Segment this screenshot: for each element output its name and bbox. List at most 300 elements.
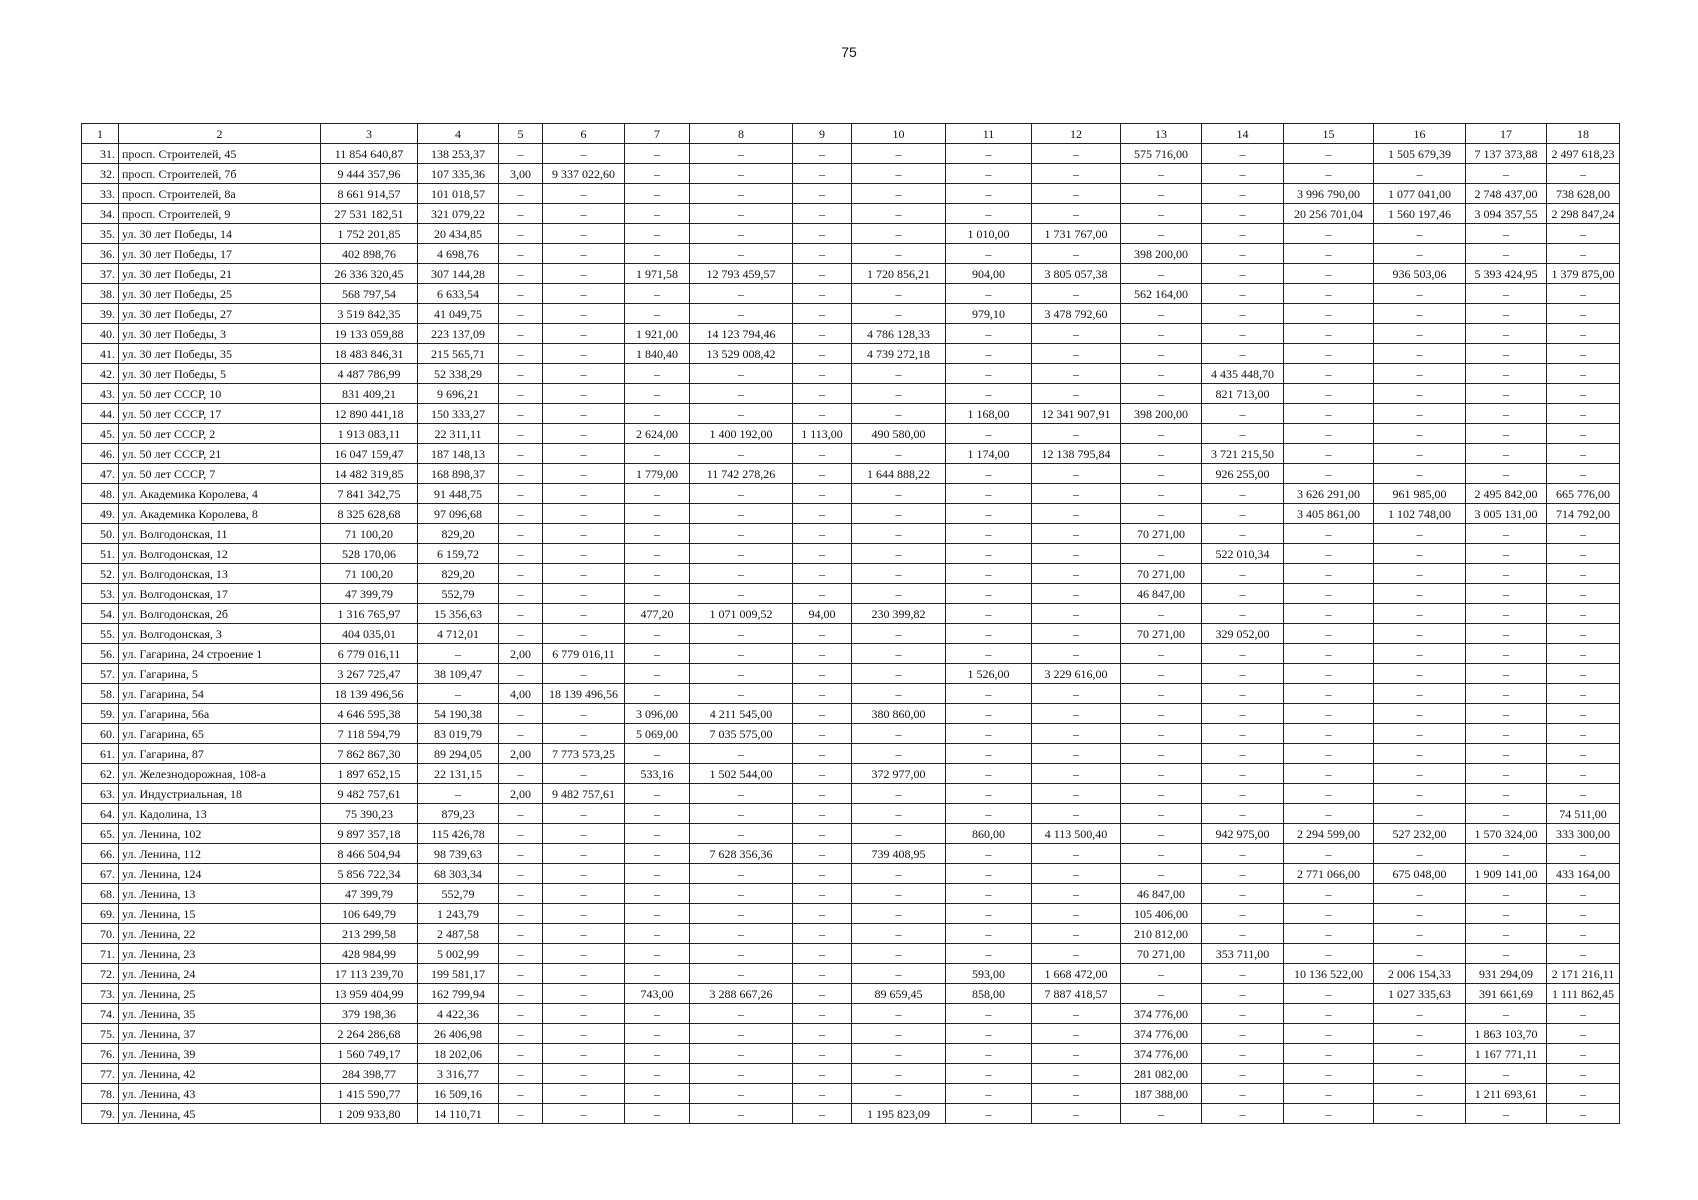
address-cell: ул. Ленина, 22 (119, 924, 321, 944)
value-cell: – (1284, 264, 1374, 284)
value-cell: – (793, 844, 852, 864)
value-cell: 70 271,00 (1121, 624, 1202, 644)
value-cell: – (543, 724, 625, 744)
value-cell: – (499, 604, 543, 624)
value-cell: – (625, 164, 690, 184)
value-cell: – (1547, 1044, 1620, 1064)
value-cell: – (793, 1104, 852, 1124)
value-cell: – (1121, 484, 1202, 504)
address-cell: ул. Ленина, 42 (119, 1064, 321, 1084)
value-cell: 26 406,98 (418, 1024, 499, 1044)
row-number-cell: 65. (82, 824, 119, 844)
value-cell: – (793, 864, 852, 884)
value-cell: – (1121, 604, 1202, 624)
value-cell: – (1284, 644, 1374, 664)
value-cell: – (1032, 624, 1121, 644)
table-row (82, 444, 1620, 464)
column-header-11: 11 (946, 124, 1032, 144)
value-cell: – (543, 704, 625, 724)
row-number-cell: 61. (82, 744, 119, 764)
value-cell: – (1547, 784, 1620, 804)
value-cell: – (1121, 784, 1202, 804)
value-cell: 94,00 (793, 604, 852, 624)
value-cell: – (543, 424, 625, 444)
value-cell: – (1374, 844, 1466, 864)
value-cell: – (1202, 1104, 1284, 1124)
value-cell: – (852, 1044, 946, 1064)
address-cell: ул. Гагарина, 87 (119, 744, 321, 764)
row-number-cell: 71. (82, 944, 119, 964)
value-cell: – (1032, 884, 1121, 904)
value-cell: – (1374, 244, 1466, 264)
value-cell: – (946, 1084, 1032, 1104)
value-cell: 3 316,77 (418, 1064, 499, 1084)
value-cell: – (1121, 724, 1202, 744)
value-cell: – (946, 1004, 1032, 1024)
value-cell: – (852, 624, 946, 644)
value-cell: – (1374, 364, 1466, 384)
value-cell: 75 390,23 (321, 804, 418, 824)
value-cell: – (625, 404, 690, 424)
value-cell: – (1032, 484, 1121, 504)
value-cell: – (1284, 704, 1374, 724)
value-cell: – (946, 144, 1032, 164)
value-cell: 1 379 875,00 (1547, 264, 1620, 284)
value-cell: – (946, 1024, 1032, 1044)
value-cell: 391 661,69 (1466, 984, 1547, 1004)
value-cell: 3 096,00 (625, 704, 690, 724)
value-cell: – (946, 804, 1032, 824)
address-cell: ул. Гагарина, 65 (119, 724, 321, 744)
value-cell: – (499, 184, 543, 204)
value-cell: – (1547, 164, 1620, 184)
value-cell: 1 526,00 (946, 664, 1032, 684)
value-cell: – (625, 924, 690, 944)
value-cell: – (1374, 704, 1466, 724)
value-cell: – (1202, 584, 1284, 604)
value-cell: 9 482 757,61 (321, 784, 418, 804)
value-cell: 402 898,76 (321, 244, 418, 264)
value-cell: 2 487,58 (418, 924, 499, 944)
table-row (82, 224, 1620, 244)
value-cell: 6 779 016,11 (543, 644, 625, 664)
value-cell: 12 890 441,18 (321, 404, 418, 424)
value-cell: 3 094 357,55 (1466, 204, 1547, 224)
value-cell: 150 333,27 (418, 404, 499, 424)
address-cell: ул. Ленина, 124 (119, 864, 321, 884)
value-cell: – (1032, 1064, 1121, 1084)
value-cell: – (625, 564, 690, 584)
value-cell: – (690, 904, 793, 924)
address-cell: ул. Гагарина, 56а (119, 704, 321, 724)
value-cell: 22 311,11 (418, 424, 499, 444)
value-cell: – (852, 1024, 946, 1044)
value-cell: – (1202, 144, 1284, 164)
table-row (82, 1024, 1620, 1044)
value-cell: 858,00 (946, 984, 1032, 1004)
value-cell: – (1374, 884, 1466, 904)
value-cell: 1 570 324,00 (1466, 824, 1547, 844)
value-cell: – (625, 184, 690, 204)
value-cell: – (1032, 864, 1121, 884)
value-cell: – (690, 184, 793, 204)
value-cell: – (793, 524, 852, 544)
value-cell: 738 628,00 (1547, 184, 1620, 204)
column-header-3: 3 (321, 124, 418, 144)
value-cell: – (793, 704, 852, 724)
value-cell: 979,10 (946, 304, 1032, 324)
row-number-cell: 43. (82, 384, 119, 404)
value-cell: – (852, 184, 946, 204)
value-cell: – (1202, 484, 1284, 504)
value-cell: – (543, 984, 625, 1004)
value-cell: – (418, 684, 499, 704)
address-cell: ул. 50 лет СССР, 17 (119, 404, 321, 424)
value-cell: 9 696,21 (418, 384, 499, 404)
value-cell: – (690, 224, 793, 244)
value-cell: – (1284, 384, 1374, 404)
value-cell: – (543, 964, 625, 984)
row-number-cell: 31. (82, 144, 119, 164)
value-cell: – (1547, 1104, 1620, 1124)
value-cell: – (852, 864, 946, 884)
address-cell: ул. Волгодонская, 11 (119, 524, 321, 544)
value-cell: – (690, 964, 793, 984)
row-number-cell: 37. (82, 264, 119, 284)
value-cell: – (1202, 804, 1284, 824)
value-cell: – (543, 204, 625, 224)
value-cell: 12 138 795,84 (1032, 444, 1121, 464)
value-cell: 552,79 (418, 584, 499, 604)
value-cell: – (1032, 244, 1121, 264)
value-cell: – (690, 504, 793, 524)
value-cell: 8 661 914,57 (321, 184, 418, 204)
value-cell: – (543, 304, 625, 324)
value-cell: – (1466, 164, 1547, 184)
value-cell: – (625, 824, 690, 844)
value-cell: – (1466, 384, 1547, 404)
value-cell: 528 170,06 (321, 544, 418, 564)
value-cell: – (1547, 564, 1620, 584)
value-cell: – (1202, 964, 1284, 984)
value-cell: – (793, 204, 852, 224)
value-cell: 1 560 197,46 (1374, 204, 1466, 224)
value-cell: – (1032, 324, 1121, 344)
value-cell: – (625, 584, 690, 604)
value-cell: – (1547, 524, 1620, 544)
column-header-1: 1 (82, 124, 119, 144)
value-cell: – (1284, 284, 1374, 304)
value-cell: – (1466, 404, 1547, 424)
table-row (82, 244, 1620, 264)
value-cell: 71 100,20 (321, 524, 418, 544)
value-cell: 7 035 575,00 (690, 724, 793, 744)
value-cell: – (1547, 1084, 1620, 1104)
value-cell: 2 748 437,00 (1466, 184, 1547, 204)
value-cell: – (946, 584, 1032, 604)
value-cell: – (543, 524, 625, 544)
address-cell: ул. 30 лет Победы, 5 (119, 364, 321, 384)
value-cell: – (690, 144, 793, 164)
value-cell: – (1284, 764, 1374, 784)
value-cell: – (852, 664, 946, 684)
value-cell: – (793, 404, 852, 424)
table-row (82, 684, 1620, 704)
value-cell: – (543, 604, 625, 624)
value-cell: – (793, 964, 852, 984)
value-cell: – (1202, 164, 1284, 184)
value-cell: – (1284, 984, 1374, 1004)
value-cell: – (625, 784, 690, 804)
value-cell: 18 139 496,56 (543, 684, 625, 704)
value-cell: – (690, 864, 793, 884)
value-cell: – (946, 524, 1032, 544)
row-number-cell: 35. (82, 224, 119, 244)
address-cell: ул. Волгодонская, 13 (119, 564, 321, 584)
value-cell: – (1374, 464, 1466, 484)
value-cell: – (1284, 344, 1374, 364)
value-cell: – (946, 684, 1032, 704)
value-cell: – (1284, 944, 1374, 964)
value-cell: – (499, 504, 543, 524)
value-cell: – (946, 424, 1032, 444)
value-cell: – (625, 444, 690, 464)
value-cell: – (852, 284, 946, 304)
value-cell: – (1121, 224, 1202, 244)
table-row (82, 304, 1620, 324)
value-cell: 3 721 215,50 (1202, 444, 1284, 464)
row-number-cell: 42. (82, 364, 119, 384)
value-cell: – (1202, 344, 1284, 364)
value-cell: 138 253,37 (418, 144, 499, 164)
value-cell: – (1466, 424, 1547, 444)
value-cell: 89 659,45 (852, 984, 946, 1004)
value-cell: – (1374, 664, 1466, 684)
value-cell: – (499, 264, 543, 284)
value-cell: 379 198,36 (321, 1004, 418, 1024)
value-cell: – (1466, 804, 1547, 824)
value-cell: 1 195 823,09 (852, 1104, 946, 1124)
value-cell: – (1374, 1084, 1466, 1104)
value-cell: – (1284, 844, 1374, 864)
value-cell: – (625, 1024, 690, 1044)
value-cell: 4 113 500,40 (1032, 824, 1121, 844)
value-cell: 1 731 767,00 (1032, 224, 1121, 244)
value-cell: – (690, 384, 793, 404)
value-cell: 1 779,00 (625, 464, 690, 484)
value-cell: – (690, 824, 793, 844)
value-cell: 89 294,05 (418, 744, 499, 764)
value-cell: – (852, 164, 946, 184)
value-cell: 1 167 771,11 (1466, 1044, 1547, 1064)
value-cell: – (499, 1064, 543, 1084)
value-cell: – (852, 904, 946, 924)
value-cell: 12 341 907,91 (1032, 404, 1121, 424)
value-cell: 4 712,01 (418, 624, 499, 644)
value-cell: – (543, 364, 625, 384)
value-cell: – (946, 244, 1032, 264)
value-cell: – (543, 384, 625, 404)
address-cell: ул. Кадолина, 13 (119, 804, 321, 824)
value-cell: 3 805 057,38 (1032, 264, 1121, 284)
value-cell: – (946, 1044, 1032, 1064)
value-cell: – (852, 924, 946, 944)
row-number-cell: 56. (82, 644, 119, 664)
row-number-cell: 74. (82, 1004, 119, 1024)
value-cell: 2 495 842,00 (1466, 484, 1547, 504)
value-cell: – (625, 964, 690, 984)
table-row (82, 384, 1620, 404)
value-cell: – (1121, 424, 1202, 444)
value-cell: – (625, 1004, 690, 1024)
value-cell: 593,00 (946, 964, 1032, 984)
value-cell: 14 123 794,46 (690, 324, 793, 344)
value-cell: 52 338,29 (418, 364, 499, 384)
value-cell: 7 118 594,79 (321, 724, 418, 744)
value-cell: – (1032, 144, 1121, 164)
value-cell: 7 887 418,57 (1032, 984, 1121, 1004)
value-cell: – (1121, 464, 1202, 484)
value-cell: 15 356,63 (418, 604, 499, 624)
value-cell: – (1284, 1044, 1374, 1064)
value-cell: 9 444 357,96 (321, 164, 418, 184)
value-cell: – (1466, 1104, 1547, 1124)
value-cell: – (1121, 544, 1202, 564)
value-cell: 7 137 373,88 (1466, 144, 1547, 164)
value-cell: – (625, 864, 690, 884)
value-cell: – (1032, 724, 1121, 744)
value-cell: – (690, 404, 793, 424)
value-cell: – (1374, 384, 1466, 404)
value-cell: – (1547, 684, 1620, 704)
column-header-2: 2 (119, 124, 321, 144)
address-cell: ул. 30 лет Победы, 27 (119, 304, 321, 324)
row-number-cell: 73. (82, 984, 119, 1004)
value-cell: – (946, 624, 1032, 644)
value-cell: – (1466, 344, 1547, 364)
value-cell: – (625, 1104, 690, 1124)
value-cell: – (543, 924, 625, 944)
address-cell: ул. Волгодонская, 12 (119, 544, 321, 564)
value-cell: – (1284, 404, 1374, 424)
value-cell: – (499, 1024, 543, 1044)
value-cell: – (499, 884, 543, 904)
value-cell: – (1374, 524, 1466, 544)
value-cell: – (946, 704, 1032, 724)
page-number: 75 (841, 44, 857, 60)
value-cell: – (1121, 184, 1202, 204)
value-cell: – (793, 144, 852, 164)
value-cell: – (1202, 924, 1284, 944)
table-row (82, 184, 1620, 204)
value-cell: 1 168,00 (946, 404, 1032, 424)
value-cell: – (499, 984, 543, 1004)
value-cell: – (793, 504, 852, 524)
value-cell: 26 336 320,45 (321, 264, 418, 284)
value-cell: – (499, 444, 543, 464)
value-cell: – (1284, 724, 1374, 744)
value-cell: – (499, 704, 543, 724)
value-cell: – (793, 944, 852, 964)
value-cell: – (499, 1044, 543, 1064)
value-cell: 5 393 424,95 (1466, 264, 1547, 284)
value-cell: 210 812,00 (1121, 924, 1202, 944)
value-cell: – (499, 824, 543, 844)
value-cell: – (1466, 1064, 1547, 1084)
value-cell: 5 856 722,34 (321, 864, 418, 884)
value-cell: – (543, 844, 625, 864)
value-cell: 6 159,72 (418, 544, 499, 564)
value-cell: – (1202, 424, 1284, 444)
value-cell: – (1284, 784, 1374, 804)
row-number-cell: 40. (82, 324, 119, 344)
value-cell: 1 560 749,17 (321, 1044, 418, 1064)
table-row (82, 884, 1620, 904)
value-cell: – (625, 644, 690, 664)
address-cell: ул. Волгодонская, 2б (119, 604, 321, 624)
value-cell: – (946, 744, 1032, 764)
value-cell: – (499, 724, 543, 744)
table-row (82, 344, 1620, 364)
value-cell: – (1032, 1024, 1121, 1044)
table-row (82, 144, 1620, 164)
table-row (82, 1044, 1620, 1064)
address-cell: ул. Гагарина, 54 (119, 684, 321, 704)
row-number-cell: 79. (82, 1104, 119, 1124)
value-cell: – (1547, 724, 1620, 744)
value-cell: 70 271,00 (1121, 524, 1202, 544)
value-cell: – (852, 944, 946, 964)
value-cell: – (793, 184, 852, 204)
address-cell: ул. 30 лет Победы, 35 (119, 344, 321, 364)
value-cell: – (1547, 324, 1620, 344)
value-cell: 6 633,54 (418, 284, 499, 304)
value-cell: – (793, 684, 852, 704)
value-cell: – (543, 564, 625, 584)
value-cell: 8 325 628,68 (321, 504, 418, 524)
value-cell: 213 299,58 (321, 924, 418, 944)
value-cell: – (499, 484, 543, 504)
value-cell: – (690, 304, 793, 324)
value-cell: – (499, 864, 543, 884)
value-cell: – (1466, 564, 1547, 584)
value-cell: – (1374, 284, 1466, 304)
value-cell: – (1202, 284, 1284, 304)
value-cell: 12 793 459,57 (690, 264, 793, 284)
value-cell: – (1202, 1064, 1284, 1084)
row-number-cell: 51. (82, 544, 119, 564)
address-cell: ул. 30 лет Победы, 3 (119, 324, 321, 344)
value-cell: – (543, 824, 625, 844)
value-cell: 1 897 652,15 (321, 764, 418, 784)
value-cell: – (690, 284, 793, 304)
row-number-cell: 55. (82, 624, 119, 644)
value-cell: – (1032, 804, 1121, 824)
row-number-cell: 64. (82, 804, 119, 824)
value-cell: – (793, 324, 852, 344)
value-cell: 1 752 201,85 (321, 224, 418, 244)
value-cell: – (1547, 244, 1620, 264)
value-cell: – (793, 564, 852, 584)
value-cell: 4 211 545,00 (690, 704, 793, 724)
value-cell: – (499, 344, 543, 364)
value-cell: – (625, 804, 690, 824)
table-row (82, 604, 1620, 624)
value-cell: – (852, 404, 946, 424)
column-header-4: 4 (418, 124, 499, 144)
value-cell: 527 232,00 (1374, 824, 1466, 844)
table-row (82, 484, 1620, 504)
